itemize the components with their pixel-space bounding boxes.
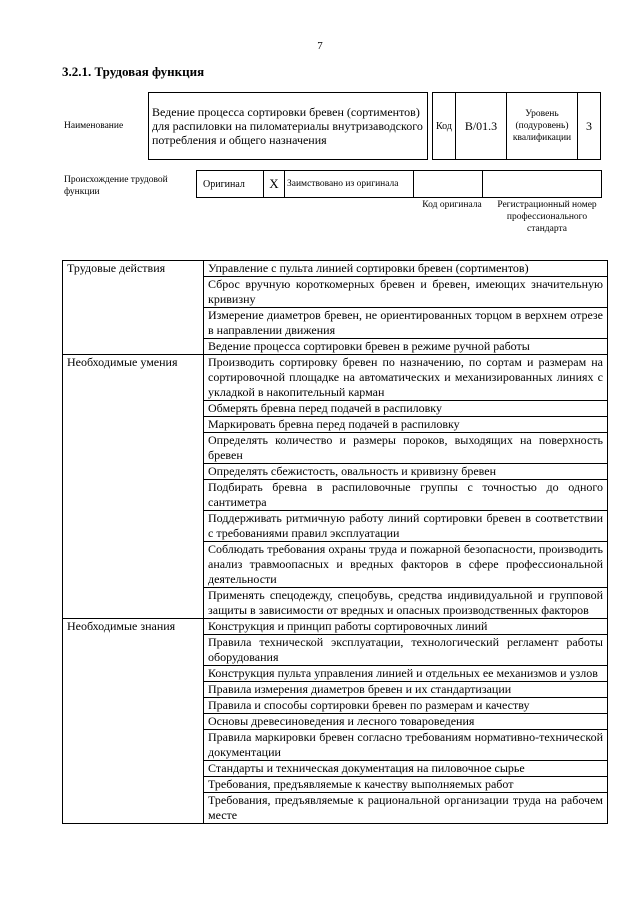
- section-item: Управление с пульта линией сортировки бревен (сортиментов): [204, 261, 608, 277]
- function-details-table: [62, 260, 608, 824]
- function-name: Ведение процесса сортировки бревен (сортиментов) для распиловки на пиломатериалы внутризаводского потребления и общего назначения: [149, 93, 428, 160]
- section-item: Требования, предъявляемые к качеству выполняемых работ: [204, 777, 608, 793]
- table-row: [63, 619, 608, 635]
- section-item: Измерение диаметров бревен, не ориентированных торцом в верхнем отрезе в направлении движения: [204, 308, 608, 339]
- section-item: Производить сортировку бревен по назначению, по сортам и размерам на сортировочной площадке на автоматических и механизированных линиях с укладкой в накопительный карман: [204, 355, 608, 401]
- original-label: Оригинал: [197, 171, 264, 198]
- section-item: Сброс вручную короткомерных бревен и бревен, имеющих значительную кривизну: [204, 277, 608, 308]
- borrowed-label: Заимствовано из оригинала: [285, 171, 414, 198]
- section-item: Обмерять бревна перед подачей в распиловку: [204, 401, 608, 417]
- level-label: Уровень (подуровень) квалификации: [507, 93, 578, 160]
- section-item: Соблюдать требования охраны труда и пожарной безопасности, производить анализ травмоопасных и вредных факторов в сфере профессиональной деятельности: [204, 542, 608, 588]
- original-code-cell: [414, 171, 483, 198]
- original-mark: X: [264, 171, 285, 198]
- origin-table: [196, 170, 602, 198]
- section-item: Применять спецодежду, спецобувь, средства индивидуальной и групповой защиты в зависимости от вредных и опасных производственных факторов: [204, 588, 608, 619]
- table-row: [63, 355, 608, 401]
- section-item: Подбирать бревна в распиловочные группы с точностью до одного сантиметра: [204, 480, 608, 511]
- section-item: Маркировать бревна перед подачей в распиловку: [204, 417, 608, 433]
- registration-number-caption: Регистрационный номер профессионального стандарта: [497, 200, 597, 234]
- section-item: Требования, предъявляемые к рациональной организации труда на рабочем месте: [204, 793, 608, 824]
- section-category: Трудовые действия: [63, 261, 204, 355]
- section-item: Правила и способы сортировки бревен по размерам и качеству: [204, 698, 608, 714]
- section-item: Определять сбежистость, овальность и кривизну бревен: [204, 464, 608, 480]
- section-title: 3.2.1. Трудовая функция: [62, 64, 205, 79]
- table-row: [63, 261, 608, 277]
- section-category: Необходимые умения: [63, 355, 204, 619]
- name-label: Наименование: [64, 121, 124, 131]
- section-item: Конструкция и принцип работы сортировочных линий: [204, 619, 608, 635]
- registration-number-cell: [483, 171, 602, 198]
- level-value: 3: [578, 93, 601, 160]
- origin-label: Происхождение трудовой функции: [64, 175, 168, 197]
- section-item: Конструкция пульта управления линией и отдельных ее механизмов и узлов: [204, 666, 608, 682]
- code-label: Код: [433, 93, 456, 160]
- section-item: Поддерживать ритмичную работу линий сортировки бревен в соответствии с требованиями правил эксплуатации: [204, 511, 608, 542]
- section-item: Ведение процесса сортировки бревен в режиме ручной работы: [204, 339, 608, 355]
- function-header-table: [62, 92, 601, 160]
- section-item: Правила маркировки бревен согласно требованиям нормативно-технической документации: [204, 730, 608, 761]
- section-item: Стандарты и техническая документация на пиловочное сырье: [204, 761, 608, 777]
- section-item: Определять количество и размеры пороков, выходящих на поверхность бревен: [204, 433, 608, 464]
- section-item: Основы древесиноведения и лесного товароведения: [204, 714, 608, 730]
- section-item: Правила технической эксплуатации, технологический регламент работы оборудования: [204, 635, 608, 666]
- original-code-caption: Код оригинала: [422, 200, 482, 210]
- code-value: В/01.3: [456, 93, 507, 160]
- section-category: Необходимые знания: [63, 619, 204, 824]
- page-number: 7: [317, 40, 323, 52]
- section-item: Правила измерения диаметров бревен и их стандартизации: [204, 682, 608, 698]
